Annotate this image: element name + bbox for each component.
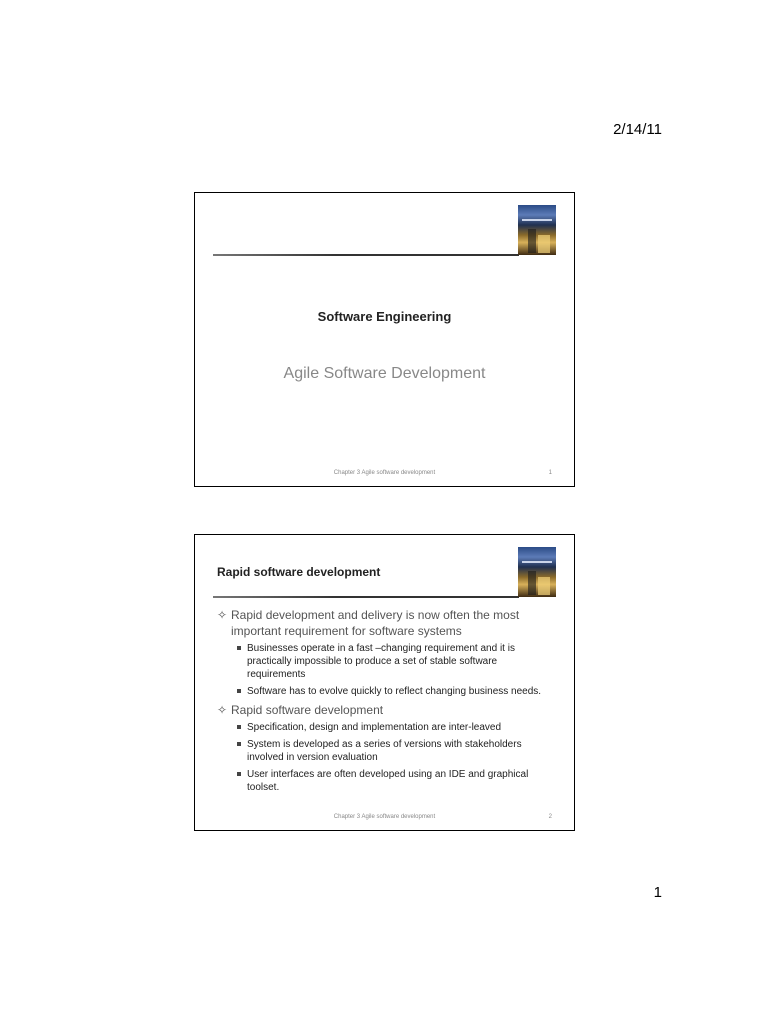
- slide-divider: [213, 596, 519, 598]
- sub-bullet-text: User interfaces are often developed using an IDE and graphical toolset.: [247, 769, 529, 793]
- diamond-star-icon: ✧: [217, 608, 228, 622]
- square-bullet-icon: [237, 725, 241, 729]
- slide-number: 1: [548, 470, 552, 476]
- bullet-text: Rapid development and delivery is now often the most important requirement for software systems: [231, 608, 520, 638]
- slide-subtitle: Agile Software Development: [283, 365, 486, 382]
- square-bullet-icon: [237, 646, 241, 650]
- bullet-item: [217, 702, 552, 718]
- page-date: 2/14/11: [613, 121, 662, 138]
- square-bullet-icon: [237, 689, 241, 693]
- slide-bullets: [217, 607, 552, 798]
- sub-bullet-item: [217, 768, 552, 794]
- slide-title: Software Engineering: [317, 309, 452, 324]
- sub-bullet-item: [217, 642, 552, 681]
- slide-title: Rapid software development: [217, 565, 381, 579]
- diamond-star-icon: ✧: [217, 703, 228, 717]
- sub-bullet-item: [217, 721, 552, 734]
- slide-footer: Chapter 3 Agile software development: [333, 470, 436, 476]
- sub-bullet-text: System is developed as a series of versions with stakeholders involved in version evaluation: [247, 739, 522, 763]
- slide-footer: Chapter 3 Agile software development: [333, 814, 436, 820]
- slide-number: 2: [548, 814, 552, 820]
- slide-2: [194, 534, 575, 831]
- sub-bullet-item: [217, 738, 552, 764]
- page-number: 1: [653, 884, 662, 901]
- bullet-item: [217, 607, 552, 639]
- sub-bullet-text: Software has to evolve quickly to reflect changing business needs.: [247, 686, 542, 697]
- sub-bullet-text: Businesses operate in a fast –changing requirement and it is practically impossible to produce a set of stable software requirements: [247, 643, 515, 680]
- bullet-text: Rapid software development: [231, 703, 384, 717]
- slide-divider: [213, 254, 519, 256]
- slide-1: [194, 192, 575, 487]
- book-cover-image: [518, 547, 556, 597]
- square-bullet-icon: [237, 742, 241, 746]
- book-cover-image: [518, 205, 556, 255]
- sub-bullet-item: [217, 685, 552, 698]
- square-bullet-icon: [237, 772, 241, 776]
- sub-bullet-text: Specification, design and implementation are inter-leaved: [247, 722, 502, 733]
